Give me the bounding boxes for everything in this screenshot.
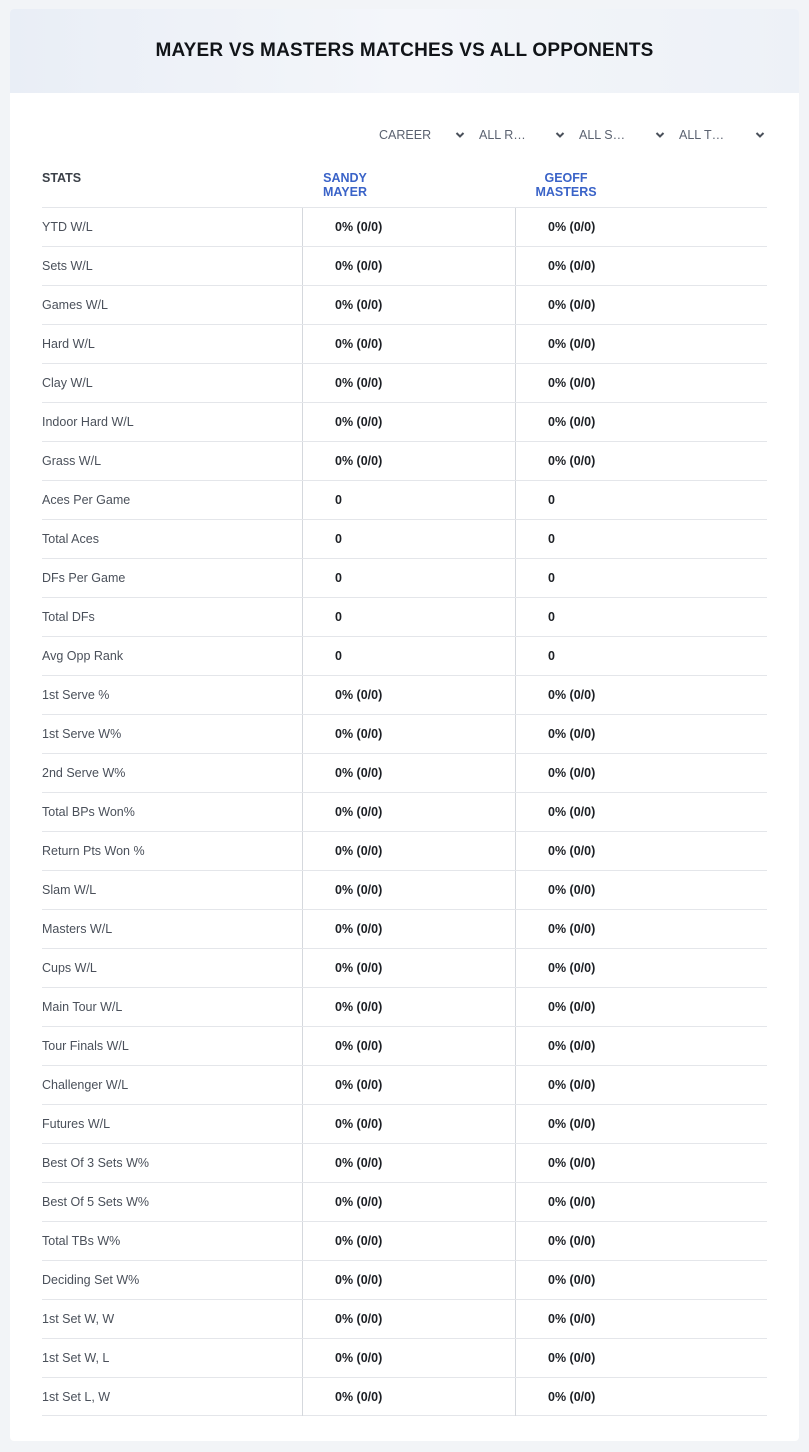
- stat-label: 1st Serve %: [42, 688, 110, 702]
- player1-stat-value: 0% (0/0): [302, 403, 515, 441]
- player2-stat-value: 0% (0/0): [515, 1144, 767, 1182]
- player1-column-header[interactable]: SANDY MAYER: [323, 171, 367, 199]
- table-row: [42, 285, 767, 324]
- stat-label: YTD W/L: [42, 220, 93, 234]
- player1-stat-value: 0: [302, 598, 515, 636]
- table-row: [42, 1299, 767, 1338]
- player1-stat-value: 0% (0/0): [302, 364, 515, 402]
- table-row: [42, 792, 767, 831]
- filter-label: ALL R…: [479, 128, 526, 142]
- player2-stat-value: 0% (0/0): [515, 1105, 767, 1143]
- filter-label: ALL T…: [679, 128, 725, 142]
- player1-stat-value: 0% (0/0): [302, 910, 515, 948]
- table-row: [42, 1377, 767, 1416]
- player1-stat-value: 0% (0/0): [302, 1066, 515, 1104]
- stat-label: DFs Per Game: [42, 571, 126, 585]
- player2-column-header[interactable]: GEOFF MASTERS: [535, 171, 597, 199]
- table-row: [42, 597, 767, 636]
- player1-stat-value: 0% (0/0): [302, 1378, 515, 1416]
- player1-stat-value: 0% (0/0): [302, 832, 515, 870]
- table-row: [42, 1143, 767, 1182]
- player1-stat-value: 0% (0/0): [302, 949, 515, 987]
- table-row: [42, 831, 767, 870]
- player1-stat-value: 0% (0/0): [302, 715, 515, 753]
- player2-stat-value: 0% (0/0): [515, 442, 767, 480]
- table-row: [42, 246, 767, 285]
- player2-stat-value: 0% (0/0): [515, 1261, 767, 1299]
- table-row: [42, 558, 767, 597]
- player2-stat-value: 0: [515, 520, 767, 558]
- stat-label: Best Of 5 Sets W%: [42, 1195, 149, 1209]
- table-row: [42, 519, 767, 558]
- player1-stat-value: 0% (0/0): [302, 1261, 515, 1299]
- stat-label: Indoor Hard W/L: [42, 415, 134, 429]
- player2-stat-value: 0% (0/0): [515, 676, 767, 714]
- player1-stat-value: 0% (0/0): [302, 208, 515, 246]
- table-row: [42, 1065, 767, 1104]
- table-row: [42, 1260, 767, 1299]
- stat-label: 2nd Serve W%: [42, 766, 126, 780]
- player2-stat-value: 0% (0/0): [515, 793, 767, 831]
- player1-stat-value: 0: [302, 559, 515, 597]
- chevron-down-icon: [755, 130, 765, 140]
- player2-stat-value: 0: [515, 598, 767, 636]
- player2-stat-value: 0% (0/0): [515, 1183, 767, 1221]
- player1-stat-value: 0% (0/0): [302, 247, 515, 285]
- table-row: [42, 675, 767, 714]
- player1-stat-value: 0% (0/0): [302, 1027, 515, 1065]
- player2-stat-value: 0% (0/0): [515, 325, 767, 363]
- player1-stat-value: 0% (0/0): [302, 676, 515, 714]
- player1-stat-value: 0% (0/0): [302, 442, 515, 480]
- stat-label: Clay W/L: [42, 376, 93, 390]
- chevron-down-icon: [455, 130, 465, 140]
- stat-label: Cups W/L: [42, 961, 97, 975]
- stat-label: 1st Serve W%: [42, 727, 122, 741]
- player2-stat-value: 0% (0/0): [515, 988, 767, 1026]
- filter-surface-select[interactable]: [567, 125, 667, 145]
- player1-stat-value: 0% (0/0): [302, 286, 515, 324]
- player1-stat-value: 0% (0/0): [302, 1105, 515, 1143]
- stats-column-header: STATS: [42, 171, 82, 185]
- player1-stat-value: 0% (0/0): [302, 988, 515, 1026]
- player2-stat-value: 0% (0/0): [515, 286, 767, 324]
- page-header: [10, 9, 799, 93]
- player2-stat-value: 0: [515, 481, 767, 519]
- filter-bar: [367, 125, 767, 145]
- stats-table: [42, 207, 767, 1416]
- table-row: [42, 870, 767, 909]
- table-row: [42, 363, 767, 402]
- stat-label: Total TBs W%: [42, 1234, 121, 1248]
- stat-label: Total Aces: [42, 532, 99, 546]
- stat-label: Games W/L: [42, 298, 108, 312]
- table-row: [42, 909, 767, 948]
- player1-stat-value: 0% (0/0): [302, 1300, 515, 1338]
- stat-label: 1st Set W, W: [42, 1312, 115, 1326]
- stat-label: Challenger W/L: [42, 1078, 129, 1092]
- player2-stat-value: 0% (0/0): [515, 208, 767, 246]
- filter-round-select[interactable]: [467, 125, 567, 145]
- page-title: MAYER VS MASTERS MATCHES VS ALL OPPONENTS: [155, 40, 654, 61]
- player2-stat-value: 0% (0/0): [515, 403, 767, 441]
- table-row: [42, 441, 767, 480]
- player1-stat-value: 0: [302, 520, 515, 558]
- stat-label: Masters W/L: [42, 922, 113, 936]
- player2-stat-value: 0% (0/0): [515, 754, 767, 792]
- player1-stat-value: 0% (0/0): [302, 1222, 515, 1260]
- stat-label: Total BPs Won%: [42, 805, 135, 819]
- table-header: [42, 171, 767, 199]
- player1-stat-value: 0: [302, 637, 515, 675]
- stat-label: 1st Set W, L: [42, 1351, 110, 1365]
- player2-stat-value: 0% (0/0): [515, 871, 767, 909]
- stat-label: Main Tour W/L: [42, 1000, 123, 1014]
- chevron-down-icon: [555, 130, 565, 140]
- table-row: [42, 480, 767, 519]
- stat-label: Sets W/L: [42, 259, 93, 273]
- stats-card: [10, 9, 799, 1441]
- stat-label: Tour Finals W/L: [42, 1039, 129, 1053]
- filter-period-select[interactable]: [367, 125, 467, 145]
- chevron-down-icon: [655, 130, 665, 140]
- player1-stat-value: 0% (0/0): [302, 754, 515, 792]
- player2-stat-value: 0% (0/0): [515, 1066, 767, 1104]
- player1-stat-value: 0% (0/0): [302, 325, 515, 363]
- table-row: [42, 1026, 767, 1065]
- stat-label: 1st Set L, W: [42, 1390, 111, 1404]
- stat-label: Grass W/L: [42, 454, 102, 468]
- stat-label: Total DFs: [42, 610, 95, 624]
- table-row: [42, 753, 767, 792]
- stat-label: Avg Opp Rank: [42, 649, 124, 663]
- player2-stat-value: 0: [515, 637, 767, 675]
- table-row: [42, 402, 767, 441]
- player1-stat-value: 0% (0/0): [302, 1339, 515, 1377]
- player1-stat-value: 0% (0/0): [302, 1144, 515, 1182]
- table-row: [42, 948, 767, 987]
- table-row: [42, 1221, 767, 1260]
- player2-stat-value: 0% (0/0): [515, 1378, 767, 1416]
- table-row: [42, 207, 767, 246]
- player1-stat-value: 0: [302, 481, 515, 519]
- stat-label: Aces Per Game: [42, 493, 131, 507]
- stat-label: Deciding Set W%: [42, 1273, 140, 1287]
- player2-stat-value: 0% (0/0): [515, 910, 767, 948]
- table-row: [42, 324, 767, 363]
- player2-stat-value: 0% (0/0): [515, 715, 767, 753]
- player2-stat-value: 0% (0/0): [515, 1339, 767, 1377]
- table-row: [42, 1182, 767, 1221]
- stat-label: Return Pts Won %: [42, 844, 145, 858]
- filter-label: ALL S…: [579, 128, 626, 142]
- player2-stat-value: 0% (0/0): [515, 1222, 767, 1260]
- player2-stat-value: 0% (0/0): [515, 832, 767, 870]
- player2-stat-value: 0% (0/0): [515, 364, 767, 402]
- table-row: [42, 987, 767, 1026]
- table-row: [42, 714, 767, 753]
- player2-stat-value: 0% (0/0): [515, 247, 767, 285]
- stat-label: Slam W/L: [42, 883, 97, 897]
- player2-stat-value: 0% (0/0): [515, 1027, 767, 1065]
- table-row: [42, 1104, 767, 1143]
- player2-stat-value: 0% (0/0): [515, 1300, 767, 1338]
- filter-label: CAREER: [379, 128, 432, 142]
- player1-stat-value: 0% (0/0): [302, 793, 515, 831]
- player2-stat-value: 0: [515, 559, 767, 597]
- table-row: [42, 1338, 767, 1377]
- table-row: [42, 636, 767, 675]
- stat-label: Hard W/L: [42, 337, 95, 351]
- player2-stat-value: 0% (0/0): [515, 949, 767, 987]
- stat-label: Futures W/L: [42, 1117, 111, 1131]
- filter-tournament-select[interactable]: [667, 125, 767, 145]
- stat-label: Best Of 3 Sets W%: [42, 1156, 149, 1170]
- player1-stat-value: 0% (0/0): [302, 871, 515, 909]
- player1-stat-value: 0% (0/0): [302, 1183, 515, 1221]
